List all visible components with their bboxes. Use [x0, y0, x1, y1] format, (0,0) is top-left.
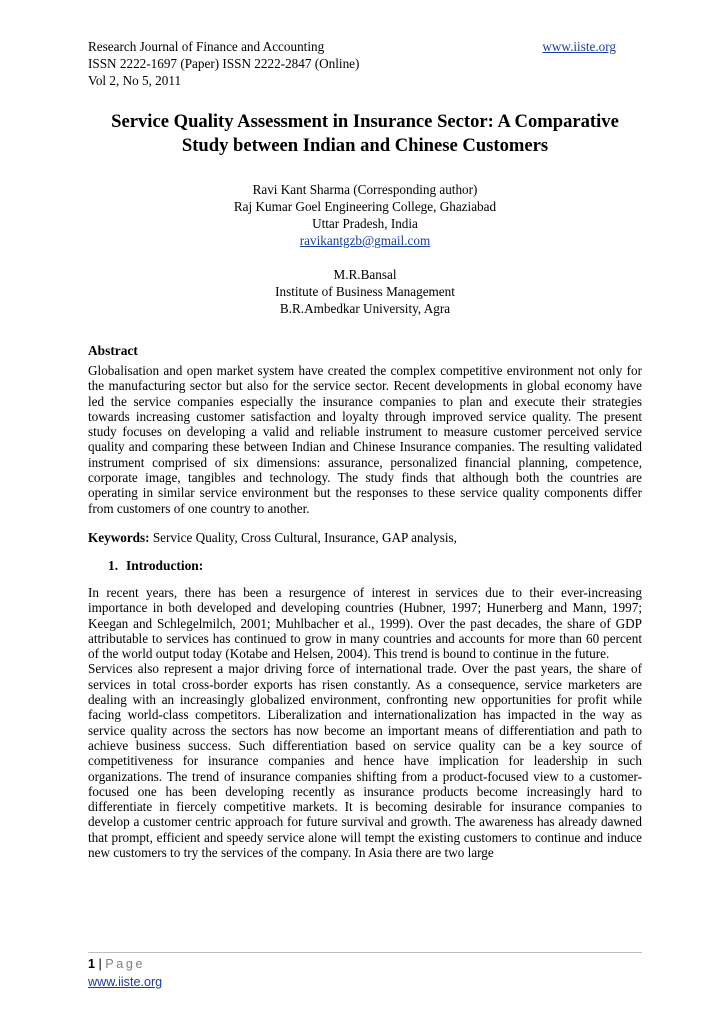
keywords-text: Service Quality, Cross Cultural, Insurance, GAP analysis, [152, 529, 457, 545]
author-2-location: B.R.Ambedkar University, Agra [279, 301, 451, 316]
author-1-affiliation: Raj Kumar Goel Engineering College, Ghaziabad [233, 199, 497, 214]
keywords-label: Keywords: [88, 529, 150, 545]
page-separator: | [98, 957, 102, 971]
abstract-heading: Abstract [88, 343, 138, 358]
page-number-line [88, 956, 642, 973]
section-title: Introduction: [126, 557, 204, 573]
title-line-1: Service Quality Assessment in Insurance Sector: A Comparative [111, 111, 619, 132]
author-2-name: M.R.Bansal [333, 267, 397, 282]
introduction-heading [88, 557, 642, 574]
author-1-location: Uttar Pradesh, India [312, 216, 418, 231]
volume-line: Vol 2, No 5, 2011 [88, 73, 182, 88]
journal-url-link[interactable]: www.iiste.org [542, 39, 616, 54]
keywords-line [88, 529, 642, 546]
issn-line: ISSN 2222-1697 (Paper) ISSN 2222-2847 (Online) [88, 56, 360, 71]
journal-header [88, 38, 642, 89]
page-number: 1 [88, 957, 96, 971]
intro-paragraph-1: In recent years, there has been a resurgence of interest in services due to their ever-increasing importance in both developed and developing countries (Hubner, 1997; Hunerberg and Mann, 1997; Keegan and Schlegelmilch, 2001; Muhlbacher et al., 1999). Over the past decades, the share of GDP attributable to services has continued to grow in many countries and accounts for more than 60 percent of the world output today (Kotabe and Helsen, 2004). This trend is bound to continue in the future. [88, 584, 642, 662]
page-label: Page [105, 957, 146, 971]
footer-site-link[interactable]: www.iiste.org [88, 975, 163, 989]
paper-page [88, 38, 642, 860]
author-block [88, 181, 642, 317]
journal-name: Research Journal of Finance and Accounting [88, 39, 325, 54]
author-1-name: Ravi Kant Sharma (Corresponding author) [252, 182, 478, 197]
author-2-affiliation: Institute of Business Management [275, 284, 455, 299]
page-footer [88, 952, 642, 991]
paper-title [88, 110, 642, 158]
section-number: 1. [108, 557, 119, 573]
intro-paragraph-2: Services also represent a major driving force of international trade. Over the past years, the share of services in total cross-border exports has risen constantly. As a consequence, service marketers are dealing with an increasingly globalized environment, confronting new opportunities for profit while facing world-class competitors. Liberalization and internationalization has impacted in the way as service quality across the sectors has now become an important means of differentiation and path to achieve business success. Such differentiation based on service quality can be a key source of competitiveness for insurance companies and hence have implication for leadership in such organizations. The trend of insurance companies shifting from a product-focused view to a customer-focused one has been developing recently as insurance products become increasingly hard to differentiate in fiercely competitive markets. It is becoming desirable for insurance companies to develop a customer centric approach for future survival and growth. The awareness has already dawned that prompt, efficient and speedy service alone will tempt the existing customers to continue and induce new customers to try the services of the company. In Asia there are two large [88, 661, 642, 861]
author-1-email-link[interactable]: ravikantgzb@gmail.com [299, 233, 431, 248]
footer-divider [88, 952, 642, 953]
title-line-2: Study between Indian and Chinese Customers [181, 135, 549, 156]
abstract-text: Globalisation and open market system have created the complex competitive environment not only for the manufacturing sector but also for the service sector. Recent developments in global economy have led the service companies especially the insurance companies to plan and execute their strategies towards increasing customer satisfaction and loyalty through improved service quality. The present study focuses on developing a valid and reliable instrument to measure customer perceived service quality and comparing these between Indian and Chinese Insurance companies. The resulting validated instrument comprised of six dimensions: assurance, personalized financial planning, competence, corporate image, tangibles and technology. The study finds that although both the countries are operating in similar service environment but the responses to these service quality components differ from customers of one country to another. [88, 363, 642, 516]
